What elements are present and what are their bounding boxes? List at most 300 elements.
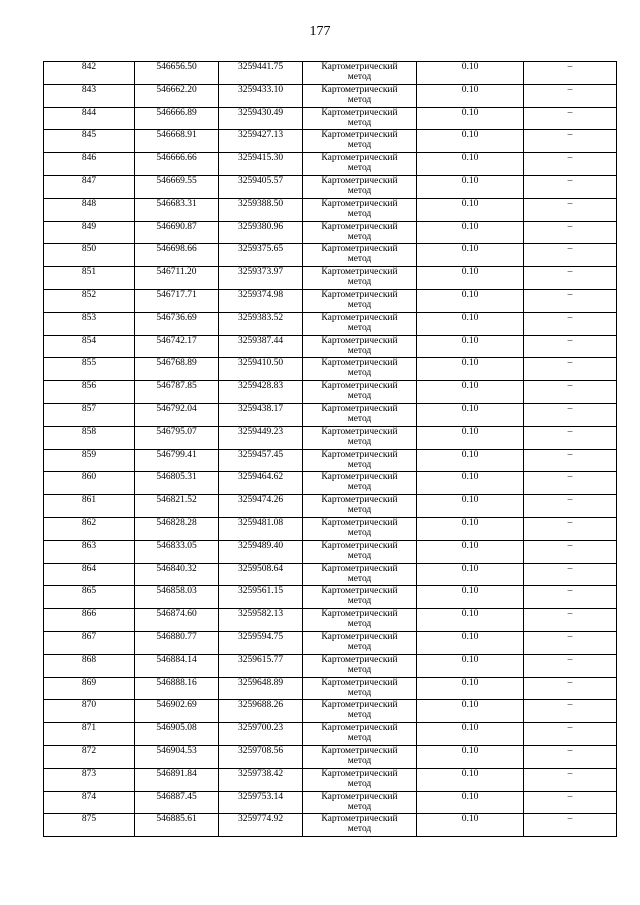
point-number-cell: 849 [44,221,135,244]
note-cell: – [524,723,617,746]
note-cell: – [524,768,617,791]
y-coordinate-cell: 3259648.89 [219,677,303,700]
x-coordinate-cell: 546683.31 [135,198,219,221]
x-coordinate-cell: 546884.14 [135,654,219,677]
note-cell: – [524,563,617,586]
table-row [44,700,617,723]
accuracy-cell: 0.10 [417,654,524,677]
note-cell: – [524,517,617,540]
method-cell [303,609,417,632]
table-row [44,153,617,176]
y-coordinate-cell: 3259561.15 [219,586,303,609]
table-row [44,84,617,107]
method-line-1: Картометрический [321,198,398,209]
x-coordinate-cell: 546805.31 [135,472,219,495]
method-cell [303,449,417,472]
method-line-2: метод [347,391,372,402]
x-coordinate-cell: 546669.55 [135,175,219,198]
point-number-cell: 854 [44,335,135,358]
method-line-1: Картометрический [321,62,398,72]
method-line-1: Картометрический [321,244,398,255]
point-number-cell: 868 [44,654,135,677]
method-line-2: метод [347,185,372,196]
method-line-1: Картометрический [321,700,398,711]
table-row [44,495,617,518]
y-coordinate-cell: 3259388.50 [219,198,303,221]
x-coordinate-cell: 546891.84 [135,768,219,791]
accuracy-cell: 0.10 [417,472,524,495]
method-cell [303,745,417,768]
method-cell [303,791,417,814]
x-coordinate-cell: 546795.07 [135,426,219,449]
accuracy-cell: 0.10 [417,267,524,290]
method-line-1: Картометрический [321,723,398,734]
y-coordinate-cell: 3259700.23 [219,723,303,746]
table-row [44,472,617,495]
x-coordinate-cell: 546662.20 [135,84,219,107]
method-line-2: метод [347,573,372,584]
table-row [44,62,617,85]
accuracy-cell: 0.10 [417,130,524,153]
method-line-2: метод [347,94,372,105]
point-number-cell: 842 [44,62,135,85]
table-row [44,358,617,381]
y-coordinate-cell: 3259449.23 [219,426,303,449]
accuracy-cell: 0.10 [417,312,524,335]
method-line-2: метод [347,345,372,356]
y-coordinate-cell: 3259774.92 [219,814,303,837]
x-coordinate-cell: 546736.69 [135,312,219,335]
table-row [44,723,617,746]
note-cell: – [524,107,617,130]
note-cell: – [524,495,617,518]
method-cell [303,563,417,586]
method-line-2: метод [347,459,372,470]
method-cell [303,244,417,267]
x-coordinate-cell: 546787.85 [135,381,219,404]
method-line-1: Картометрический [321,267,398,278]
y-coordinate-cell: 3259430.49 [219,107,303,130]
x-coordinate-cell: 546840.32 [135,563,219,586]
method-line-2: метод [347,755,372,766]
x-coordinate-cell: 546711.20 [135,267,219,290]
method-line-1: Картометрический [321,495,398,506]
method-line-2: метод [347,413,372,424]
x-coordinate-cell: 546656.50 [135,62,219,85]
accuracy-cell: 0.10 [417,586,524,609]
x-coordinate-cell: 546880.77 [135,631,219,654]
table-row [44,449,617,472]
note-cell: – [524,540,617,563]
note-cell: – [524,472,617,495]
note-cell: – [524,745,617,768]
x-coordinate-cell: 546742.17 [135,335,219,358]
table-row [44,130,617,153]
method-line-1: Картометрический [321,335,398,346]
table-row [44,609,617,632]
method-cell [303,677,417,700]
method-cell [303,335,417,358]
note-cell: – [524,403,617,426]
point-number-cell: 874 [44,791,135,814]
accuracy-cell: 0.10 [417,723,524,746]
note-cell: – [524,654,617,677]
point-number-cell: 848 [44,198,135,221]
x-coordinate-cell: 546717.71 [135,289,219,312]
point-number-cell: 870 [44,700,135,723]
table-row [44,267,617,290]
method-line-1: Картометрический [321,609,398,620]
point-number-cell: 852 [44,289,135,312]
point-number-cell: 846 [44,153,135,176]
table-row [44,221,617,244]
method-line-2: метод [347,140,372,151]
method-cell [303,84,417,107]
x-coordinate-cell: 546888.16 [135,677,219,700]
y-coordinate-cell: 3259427.13 [219,130,303,153]
note-cell: – [524,244,617,267]
point-number-cell: 856 [44,381,135,404]
method-line-1: Картометрический [321,312,398,323]
method-line-2: метод [347,436,372,447]
method-line-1: Картометрический [321,403,398,414]
y-coordinate-cell: 3259433.10 [219,84,303,107]
point-number-cell: 873 [44,768,135,791]
method-cell [303,768,417,791]
point-number-cell: 869 [44,677,135,700]
table-row [44,745,617,768]
note-cell: – [524,175,617,198]
method-line-1: Картометрический [321,677,398,688]
method-line-1: Картометрический [321,175,398,186]
method-line-1: Картометрический [321,586,398,597]
table-row [44,426,617,449]
method-cell [303,175,417,198]
accuracy-cell: 0.10 [417,84,524,107]
method-cell [303,381,417,404]
point-number-cell: 843 [44,84,135,107]
note-cell: – [524,358,617,381]
y-coordinate-cell: 3259508.64 [219,563,303,586]
x-coordinate-cell: 546768.89 [135,358,219,381]
method-cell [303,495,417,518]
y-coordinate-cell: 3259489.40 [219,540,303,563]
y-coordinate-cell: 3259688.26 [219,700,303,723]
y-coordinate-cell: 3259383.52 [219,312,303,335]
point-number-cell: 851 [44,267,135,290]
y-coordinate-cell: 3259373.97 [219,267,303,290]
method-cell [303,586,417,609]
y-coordinate-cell: 3259474.26 [219,495,303,518]
method-line-1: Картометрический [321,654,398,665]
accuracy-cell: 0.10 [417,677,524,700]
point-number-cell: 845 [44,130,135,153]
point-number-cell: 871 [44,723,135,746]
y-coordinate-cell: 3259708.56 [219,745,303,768]
table-row [44,289,617,312]
method-cell [303,631,417,654]
method-line-2: метод [347,72,372,82]
note-cell: – [524,426,617,449]
method-cell [303,358,417,381]
accuracy-cell: 0.10 [417,791,524,814]
accuracy-cell: 0.10 [417,449,524,472]
point-number-cell: 859 [44,449,135,472]
note-cell: – [524,791,617,814]
y-coordinate-cell: 3259594.75 [219,631,303,654]
accuracy-cell: 0.10 [417,814,524,837]
point-number-cell: 862 [44,517,135,540]
table-row [44,654,617,677]
note-cell: – [524,153,617,176]
method-cell [303,107,417,130]
table-row [44,175,617,198]
method-cell [303,312,417,335]
note-cell: – [524,609,617,632]
method-cell [303,540,417,563]
point-number-cell: 858 [44,426,135,449]
point-number-cell: 863 [44,540,135,563]
method-cell [303,426,417,449]
x-coordinate-cell: 546858.03 [135,586,219,609]
y-coordinate-cell: 3259464.62 [219,472,303,495]
accuracy-cell: 0.10 [417,381,524,404]
note-cell: – [524,84,617,107]
accuracy-cell: 0.10 [417,175,524,198]
method-line-2: метод [347,254,372,265]
method-line-1: Картометрический [321,768,398,779]
point-number-cell: 864 [44,563,135,586]
page-number: 177 [309,24,331,39]
table-row [44,540,617,563]
method-line-2: метод [347,619,372,630]
point-number-cell: 855 [44,358,135,381]
table-row [44,198,617,221]
method-cell [303,654,417,677]
method-cell [303,723,417,746]
note-cell: – [524,700,617,723]
method-cell [303,62,417,85]
y-coordinate-cell: 3259441.75 [219,62,303,85]
accuracy-cell: 0.10 [417,107,524,130]
table-row [44,107,617,130]
note-cell: – [524,814,617,837]
method-line-1: Картометрический [321,381,398,392]
table-row [44,631,617,654]
x-coordinate-cell: 546668.91 [135,130,219,153]
method-cell [303,221,417,244]
note-cell: – [524,449,617,472]
y-coordinate-cell: 3259410.50 [219,358,303,381]
accuracy-cell: 0.10 [417,244,524,267]
method-line-1: Картометрический [321,84,398,95]
method-line-2: метод [347,299,372,310]
method-line-1: Картометрический [321,563,398,574]
y-coordinate-cell: 3259438.17 [219,403,303,426]
x-coordinate-cell: 546821.52 [135,495,219,518]
y-coordinate-cell: 3259753.14 [219,791,303,814]
method-line-2: метод [347,733,372,744]
method-line-1: Картометрический [321,153,398,164]
x-coordinate-cell: 546698.66 [135,244,219,267]
method-cell [303,403,417,426]
x-coordinate-cell: 546874.60 [135,609,219,632]
table-row [44,244,617,267]
method-cell [303,130,417,153]
y-coordinate-cell: 3259481.08 [219,517,303,540]
method-line-2: метод [347,231,372,242]
table-row [44,381,617,404]
method-line-2: метод [347,687,372,698]
method-line-1: Картометрический [321,814,398,825]
method-line-2: метод [347,596,372,607]
point-number-cell: 850 [44,244,135,267]
accuracy-cell: 0.10 [417,426,524,449]
accuracy-cell: 0.10 [417,540,524,563]
accuracy-cell: 0.10 [417,609,524,632]
method-cell [303,472,417,495]
method-line-2: метод [347,117,372,128]
table-body [44,62,617,837]
y-coordinate-cell: 3259738.42 [219,768,303,791]
table-row [44,403,617,426]
method-line-2: метод [347,710,372,721]
table-row [44,677,617,700]
coordinates-table [43,61,617,837]
y-coordinate-cell: 3259457.45 [219,449,303,472]
y-coordinate-cell: 3259375.65 [219,244,303,267]
point-number-cell: 857 [44,403,135,426]
method-line-2: метод [347,482,372,493]
note-cell: – [524,198,617,221]
accuracy-cell: 0.10 [417,403,524,426]
note-cell: – [524,289,617,312]
method-line-2: метод [347,550,372,561]
x-coordinate-cell: 546887.45 [135,791,219,814]
point-number-cell: 853 [44,312,135,335]
accuracy-cell: 0.10 [417,631,524,654]
note-cell: – [524,381,617,404]
point-number-cell: 847 [44,175,135,198]
x-coordinate-cell: 546792.04 [135,403,219,426]
method-line-1: Картометрический [321,745,398,756]
method-line-2: метод [347,778,372,789]
method-line-1: Картометрический [321,221,398,232]
method-line-1: Картометрический [321,130,398,141]
method-cell [303,814,417,837]
method-line-2: метод [347,641,372,652]
point-number-cell: 867 [44,631,135,654]
note-cell: – [524,267,617,290]
x-coordinate-cell: 546902.69 [135,700,219,723]
note-cell: – [524,130,617,153]
method-cell [303,700,417,723]
y-coordinate-cell: 3259387.44 [219,335,303,358]
note-cell: – [524,221,617,244]
accuracy-cell: 0.10 [417,700,524,723]
note-cell: – [524,677,617,700]
method-line-2: метод [347,277,372,288]
accuracy-cell: 0.10 [417,335,524,358]
x-coordinate-cell: 546828.28 [135,517,219,540]
method-line-2: метод [347,163,372,174]
x-coordinate-cell: 546833.05 [135,540,219,563]
method-line-1: Картометрический [321,631,398,642]
point-number-cell: 875 [44,814,135,837]
y-coordinate-cell: 3259405.57 [219,175,303,198]
point-number-cell: 866 [44,609,135,632]
method-line-2: метод [347,368,372,379]
method-line-2: метод [347,527,372,538]
accuracy-cell: 0.10 [417,62,524,85]
method-line-2: метод [347,664,372,675]
note-cell: – [524,631,617,654]
x-coordinate-cell: 546905.08 [135,723,219,746]
table-row [44,335,617,358]
point-number-cell: 865 [44,586,135,609]
accuracy-cell: 0.10 [417,495,524,518]
accuracy-cell: 0.10 [417,221,524,244]
x-coordinate-cell: 546799.41 [135,449,219,472]
table-row [44,586,617,609]
y-coordinate-cell: 3259615.77 [219,654,303,677]
method-line-1: Картометрический [321,472,398,483]
y-coordinate-cell: 3259428.83 [219,381,303,404]
note-cell: – [524,335,617,358]
note-cell: – [524,312,617,335]
accuracy-cell: 0.10 [417,517,524,540]
method-line-2: метод [347,801,372,812]
method-line-2: метод [347,824,372,835]
table-row [44,312,617,335]
x-coordinate-cell: 546904.53 [135,745,219,768]
method-line-1: Картометрический [321,517,398,528]
x-coordinate-cell: 546690.87 [135,221,219,244]
method-line-2: метод [347,208,372,219]
accuracy-cell: 0.10 [417,198,524,221]
method-line-1: Картометрический [321,449,398,460]
method-cell [303,198,417,221]
y-coordinate-cell: 3259415.30 [219,153,303,176]
point-number-cell: 844 [44,107,135,130]
method-cell [303,153,417,176]
method-cell [303,289,417,312]
accuracy-cell: 0.10 [417,358,524,381]
method-line-1: Картометрический [321,540,398,551]
point-number-cell: 861 [44,495,135,518]
accuracy-cell: 0.10 [417,153,524,176]
x-coordinate-cell: 546666.89 [135,107,219,130]
method-cell [303,267,417,290]
y-coordinate-cell: 3259582.13 [219,609,303,632]
method-line-1: Картометрический [321,426,398,437]
method-cell [303,517,417,540]
table-row [44,768,617,791]
method-line-1: Картометрический [321,107,398,118]
method-line-1: Картометрический [321,289,398,300]
table-row [44,814,617,837]
method-line-1: Картометрический [321,791,398,802]
note-cell: – [524,586,617,609]
accuracy-cell: 0.10 [417,768,524,791]
y-coordinate-cell: 3259374.98 [219,289,303,312]
method-line-2: метод [347,505,372,516]
method-line-2: метод [347,322,372,333]
table-row [44,563,617,586]
accuracy-cell: 0.10 [417,289,524,312]
x-coordinate-cell: 546666.66 [135,153,219,176]
note-cell: – [524,62,617,85]
